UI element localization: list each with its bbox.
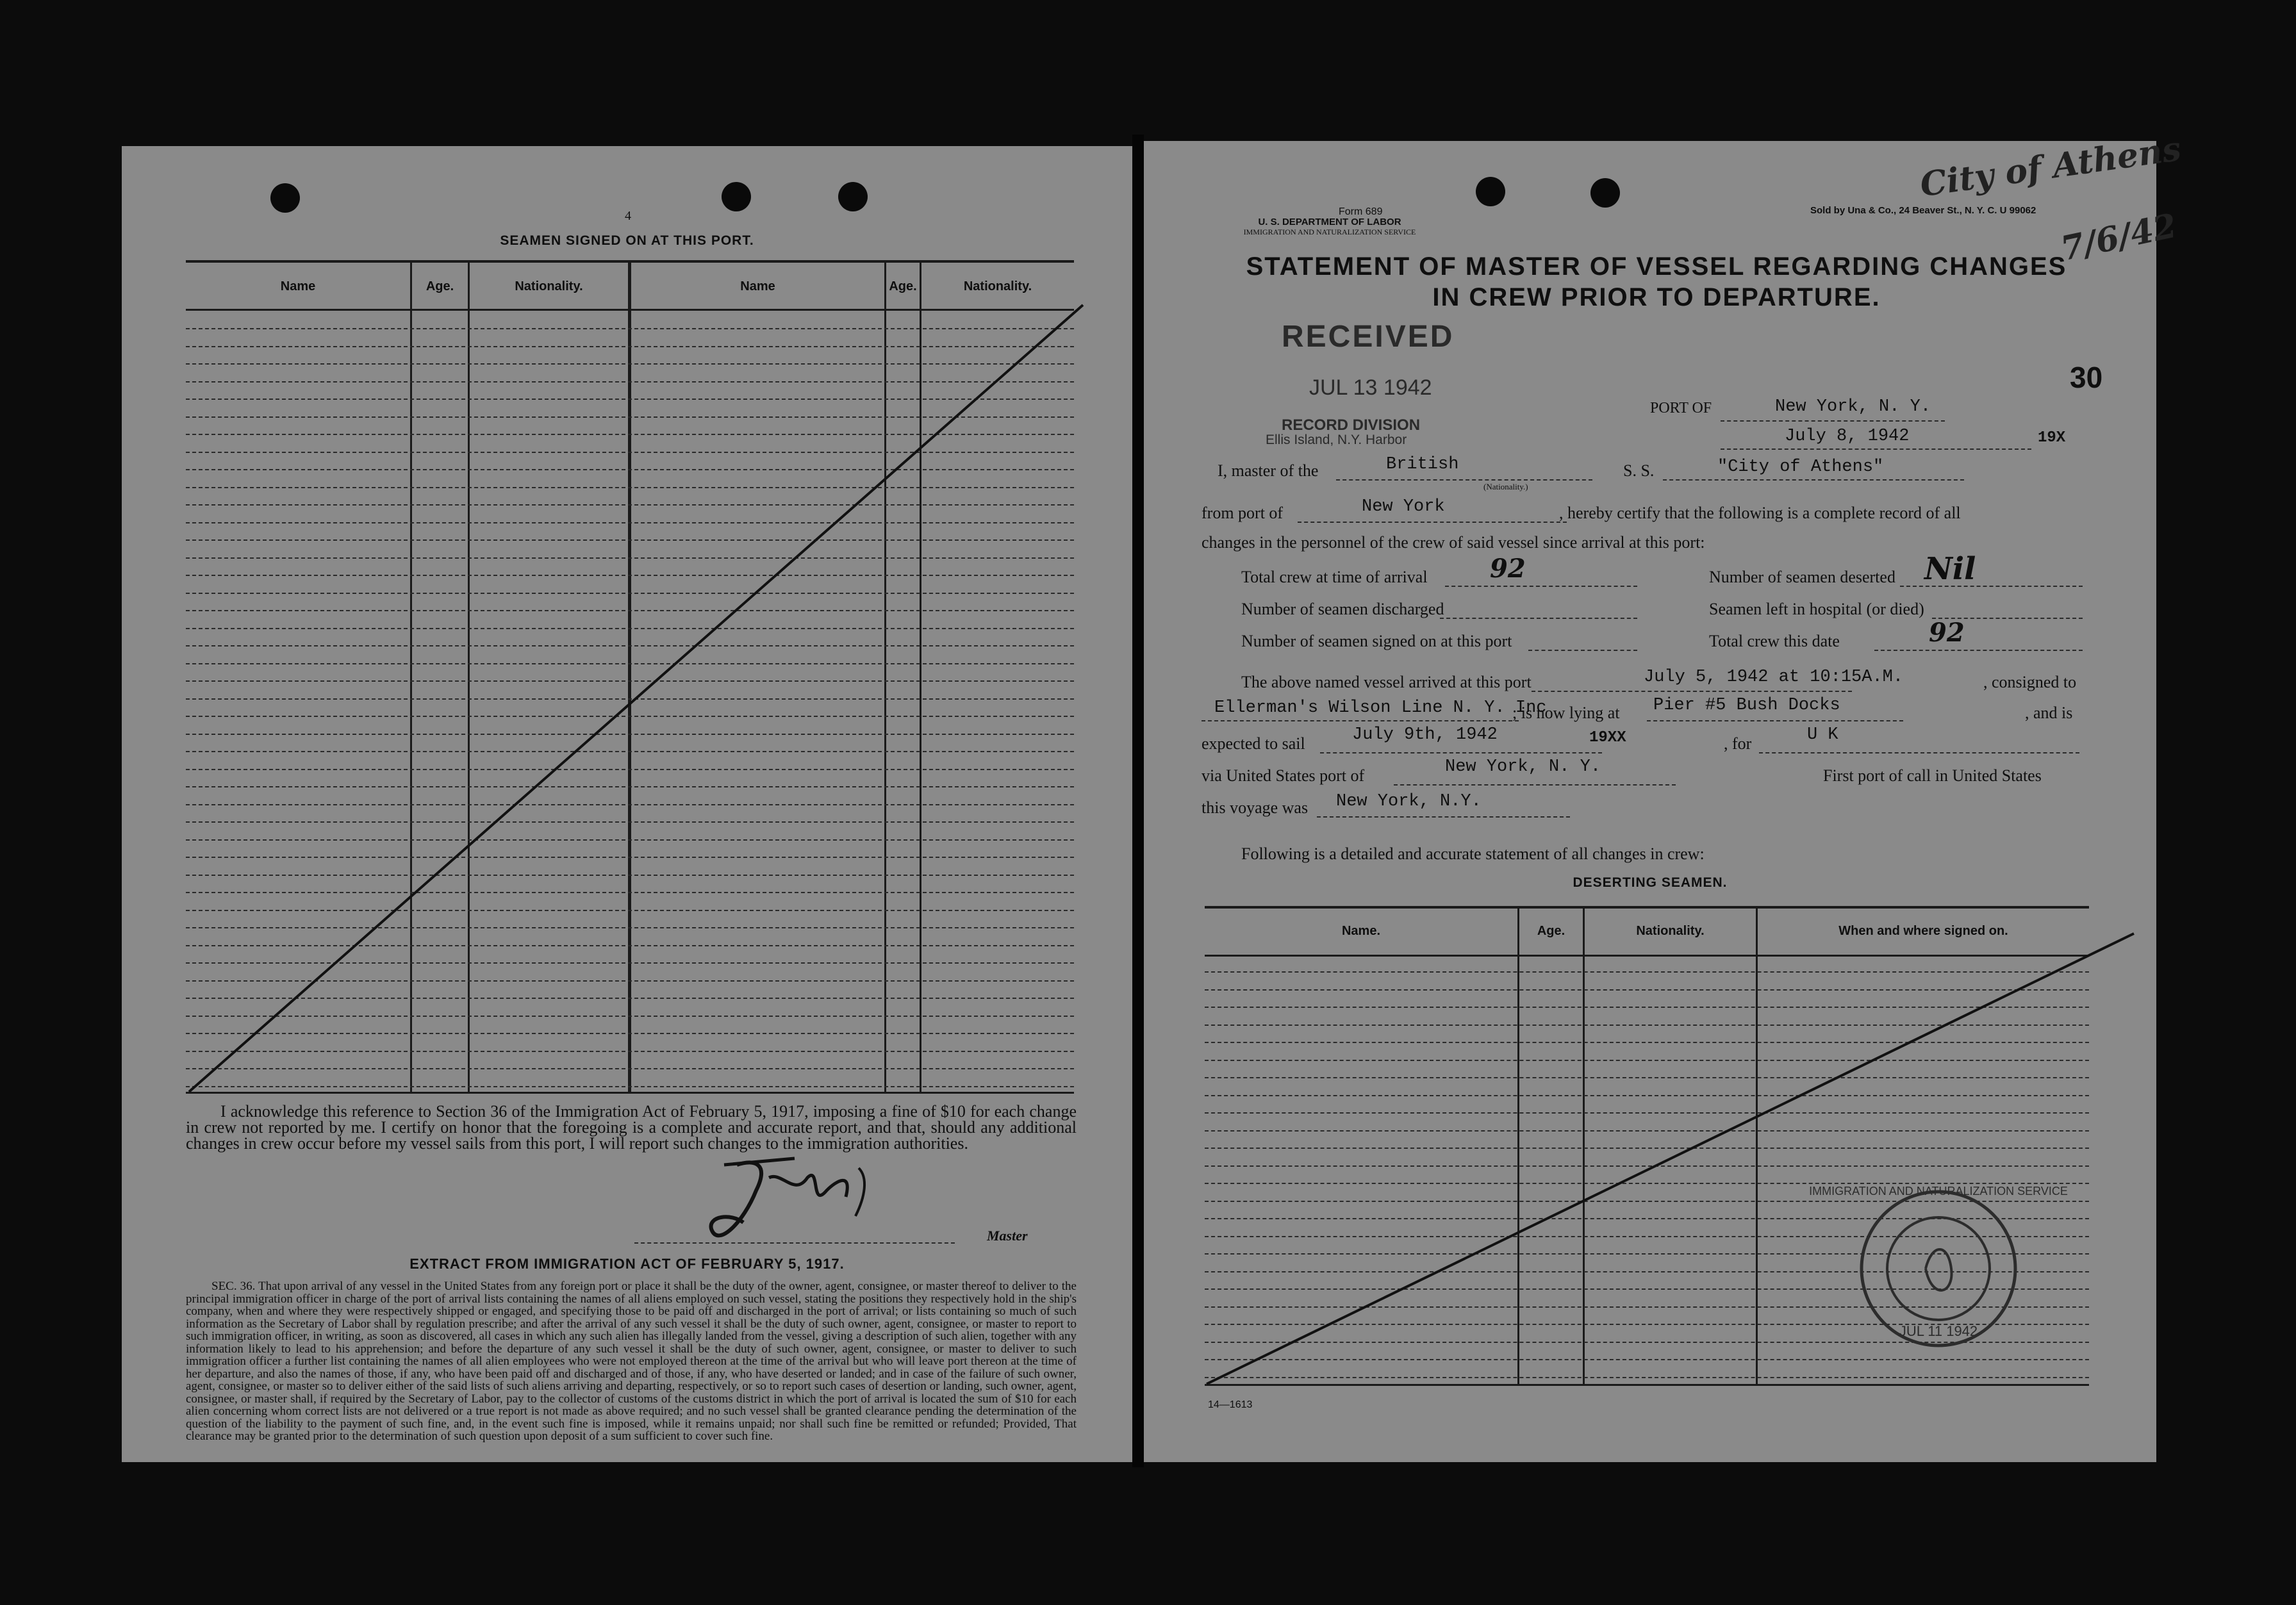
received-stamp-division: RECORD DIVISION (1282, 416, 1421, 434)
expected-value: July 9th, 1942 (1352, 725, 1498, 745)
for-value: U K (1807, 725, 1838, 745)
ship-name: "City of Athens" (1717, 457, 1884, 477)
changes-text: changes in the personnel of the crew of said vessel since arrival at this port: (1202, 533, 1705, 552)
from-port-label: from port of (1202, 504, 1284, 522)
right-page (1144, 129, 2184, 1462)
service-name: IMMIGRATION AND NATURALIZATION SERVICE (1243, 227, 1416, 236)
lying-value: Pier #5 Bush Docks (1653, 696, 1840, 715)
column-header: Age. (889, 279, 917, 293)
deserted-label: Number of seamen deserted (1709, 568, 1895, 586)
received-stamp-date: JUL 13 1942 (1309, 375, 1432, 400)
total-crew-date-label: Total crew this date (1709, 632, 1840, 650)
master-label: Master (987, 1228, 1028, 1244)
sheet-number: 30 (2070, 361, 2103, 394)
expected-suffix: 19XX (1589, 729, 1626, 746)
book-spine (1132, 135, 1144, 1467)
column-header: Name. (1341, 924, 1381, 938)
and-is-label: , and is (2025, 704, 2073, 722)
column-header: Age. (1537, 924, 1565, 938)
extract-text: SEC. 36. That upon arrival of any vessel in the United States from any foreign port or place it shall be the duty of the owner, agent, consignee, or master thereof to deliver to the principal immigration officer in charge of the port of arrival lists containing the names of all aliens employed on such vessel, stating the positions they respectively hold in the ship's company, when and where they were respectively shipped or engaged, and specifying those to be paid off and discharged in the port of arrival; or lists containing so much of such information as the Secretary of Labor shall by regulation prescribe; and after the arrival of any such vessel it shall be the duty of such owner, agent, consignee, or master to report to such immigration officer, in writing, as soon as discovered, all cases in which any such alien has illegally landed from the vessel, giving a description of such alien, together with any information likely to lead to his apprehension; and before the departure of any such vessel it shall be the duty of such owner, agent, consignee, or master to deliver to such immigration officer a further list containing the names of all alien employees who were not employed thereon at the time of the arrival but who will leave port thereon at the time of her departure, and also the names of those, if any, who have been paid off and discharged and of those, if any, who have deserted or landed; and in case of the failure of such owner, agent, consignee, or master so to deliver either of the said lists of such aliens arriving and departing, respectively, or so to report such cases of desertion or landing, such owner, agent, consignee, or master shall, if required by the Secretary of Labor, pay to the collector of customs of the customs district in which the port of arrival is located the sum of $10 for each alien concerning whom correct lists are not delivered or a true report is not made as above required; and no such vessel shall be granted clearance pending the determination of the question of the liability to the payment of such fine, and, in the event such fine is imposed, while it remains unpaid; nor shall such fine be remitted or refunded; Provided, That clearance may be granted prior to the determination of such question upon deposit of a sum sufficient to cover such fine. (186, 1280, 1077, 1443)
nationality-value: British (1386, 455, 1459, 474)
total-crew-date-value: 92 (1929, 618, 1965, 648)
footer-code: 14—1613 (1208, 1399, 1253, 1410)
column-header: When and where signed on. (1838, 924, 2008, 938)
table-title: SEAMEN SIGNED ON AT THIS PORT. (500, 233, 754, 248)
consigned-label: , consigned to (1983, 673, 2077, 691)
form-title-line-2: IN CREW PRIOR TO DEPARTURE. (1432, 283, 1881, 311)
department-name: U. S. DEPARTMENT OF LABOR (1258, 217, 1401, 227)
round-stamp-text: IMMIGRATION AND NATURALIZATION SERVICE (1809, 1185, 2068, 1198)
round-immigration-stamp (1809, 1173, 2068, 1365)
statement-date: July 8, 1942 (1785, 427, 1910, 446)
form-title-line-1: STATEMENT OF MASTER OF VESSEL REGARDING CHANGES (1246, 252, 2067, 281)
hospital-label: Seamen left in hospital (or died) (1709, 600, 1924, 618)
via-value: New York, N. Y. (1445, 757, 1601, 777)
ss-label: S. S. (1623, 461, 1655, 480)
received-stamp-location: Ellis Island, N.Y. Harbor (1266, 432, 1407, 447)
column-header: Age. (425, 279, 454, 293)
left-page (122, 146, 1132, 1462)
following-text: Following is a detailed and accurate statement of all changes in crew: (1241, 844, 1705, 863)
form-number: Form 689 (1339, 206, 1383, 217)
round-stamp-date: JUL 11 1942 (1899, 1323, 1978, 1339)
deserted-value: Nil (1924, 551, 1976, 587)
extract-title: EXTRACT FROM IMMIGRATION ACT OF FEBRUARY 5, 1917. (409, 1256, 845, 1272)
port-of-label: PORT OF (1650, 400, 1712, 416)
column-header: Nationality. (1636, 924, 1705, 938)
first-port-label: First port of call in United States (1823, 766, 2042, 785)
certify-text: , hereby certify that the following is a complete record of all (1559, 504, 1961, 522)
total-crew-arrival-label: Total crew at time of arrival (1241, 568, 1428, 586)
deserting-title: DESERTING SEAMEN. (1573, 875, 1728, 890)
nationality-caption: (Nationality.) (1483, 482, 1528, 491)
master-of-label: I, master of the (1218, 461, 1319, 480)
column-header: Name (280, 279, 316, 293)
column-header: Nationality. (515, 279, 583, 293)
voyage-label: this voyage was (1202, 798, 1309, 817)
lying-label: ; is now lying at (1512, 704, 1620, 722)
master-signature (698, 1152, 904, 1261)
port-of-value: New York, N. Y. (1775, 397, 1931, 416)
discharged-label: Number of seamen discharged (1241, 600, 1444, 618)
expected-label: expected to sail (1202, 734, 1305, 753)
voyage-value: New York, N.Y. (1336, 792, 1482, 811)
handwritten-ship-name: City of Athens (1917, 129, 2184, 205)
page-number: 4 (625, 209, 631, 223)
seller-note: Sold by Una & Co., 24 Beaver St., N. Y. C. U 99062 (1810, 205, 2036, 216)
column-header: Name (740, 279, 775, 293)
signed-on-label: Number of seamen signed on at this port (1241, 632, 1512, 650)
received-stamp-word: RECEIVED (1282, 320, 1455, 354)
arrived-value: July 5, 1942 at 10:15A.M. (1644, 668, 1904, 687)
total-crew-arrival-value: 92 (1490, 554, 1526, 584)
from-port-value: New York (1362, 497, 1445, 516)
column-header: Nationality. (963, 279, 1032, 293)
via-label: via United States port of (1202, 766, 1365, 785)
year-suffix: 19X (2038, 429, 2066, 447)
for-label: , for (1724, 734, 1752, 753)
arrived-label: The above named vessel arrived at this port (1241, 673, 1532, 691)
consignee-value: Ellerman's Wilson Line N. Y. Inc (1214, 698, 1547, 718)
acknowledgement-text: I acknowledge this reference to Section 36 of the Immigration Act of February 5, 1917, imposing a fine of $10 for each change in crew not reported by me. I certify on honor that the foregoing is a complete and accurate report, and that, should any additional changes in crew occur before my vessel sails from this port, I will report such changes to the immigration authorities. (186, 1102, 1077, 1153)
handwritten-date: 7/6/42 (2057, 206, 2181, 269)
